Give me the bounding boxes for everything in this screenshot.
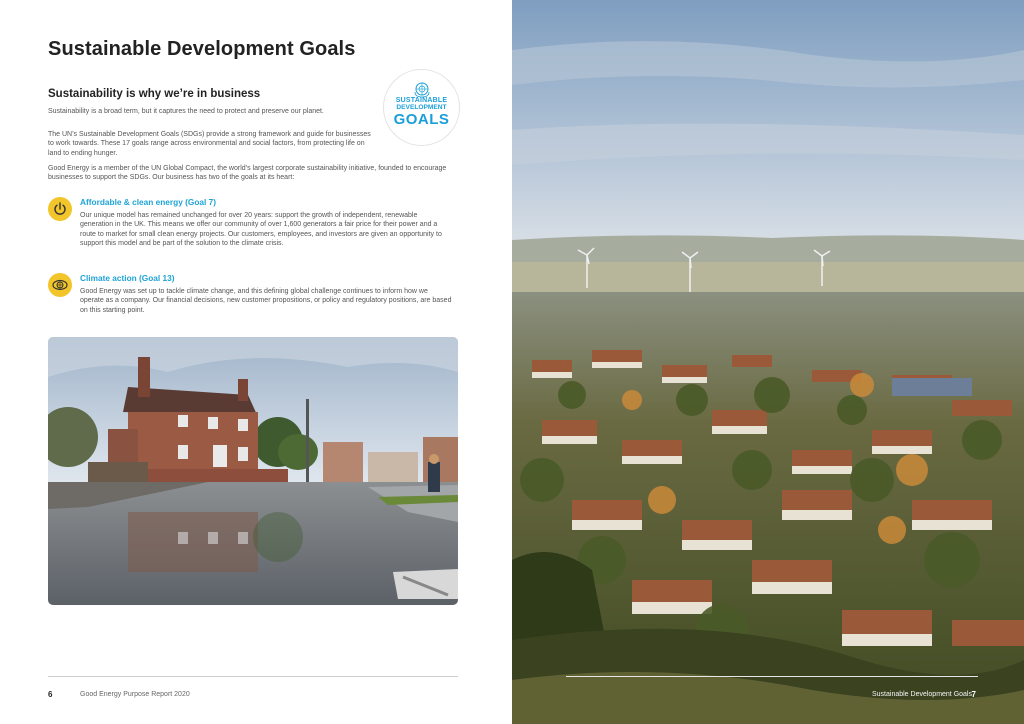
flooded-street-photo xyxy=(48,337,458,605)
un-emblem-icon xyxy=(413,80,431,98)
power-icon xyxy=(48,197,72,221)
intro-paragraph-1: Sustainability is a broad term, but it captures the need to protect and preserve our planet. xyxy=(48,108,324,115)
goal-13-heading: Climate action (Goal 13) xyxy=(80,273,175,283)
right-page xyxy=(512,0,1024,724)
sdg-logo-line2: DEVELOPMENT xyxy=(396,104,447,111)
goal-13-text: Good Energy was set up to tackle climate change, and this defining global challenge continues to inform how we operate as a company. Our financial decisions, new customer propositions, or policy and regulatory positions, are based on this starting point. xyxy=(80,288,452,314)
sdg-logo xyxy=(383,69,460,146)
footer-report-title: Good Energy Purpose Report 2020 xyxy=(80,691,190,698)
page-number-left: 6 xyxy=(48,690,53,699)
globe-eye-icon xyxy=(48,273,72,297)
goal-7-heading: Affordable & clean energy (Goal 7) xyxy=(80,197,217,207)
goal-7-text: Our unique model has remained unchanged for over 20 years: support the growth of independent, renewable generation in the UK. This means we offer our community of over 1,600 generators a fair price for their power and a route to market for small clean energy projects. Our customers, employees, and investors are given an opportunity to support this model and be part of the solution to the climate crisis. xyxy=(80,212,442,247)
footer-divider-left xyxy=(48,676,458,677)
intro-paragraph-2: The UN’s Sustainable Development Goals (SDGs) provide a strong framework and guide for businesses to work towards. These 17 goals range across environmental and social factors, from protecting life on land to ending hunger. xyxy=(48,131,371,157)
page-title: Sustainable Development Goals xyxy=(48,38,356,60)
town-landscape-photo xyxy=(512,0,1024,724)
sdg-logo-line1: SUSTAINABLE xyxy=(395,97,448,104)
sdg-logo-line3: GOALS xyxy=(393,111,450,128)
intro-paragraph-3: Good Energy is a member of the UN Global Compact, the world’s largest corporate sustainability initiative, founded to encourage businesses to support the SDGs. Our business has two of the goals at its heart: xyxy=(48,165,447,182)
footer-divider-right xyxy=(566,676,978,677)
section-subtitle: Sustainability is why we’re in business xyxy=(48,88,261,100)
footer-section-title: Sustainable Development Goals xyxy=(871,691,972,698)
page-number-right: 7 xyxy=(971,690,976,699)
